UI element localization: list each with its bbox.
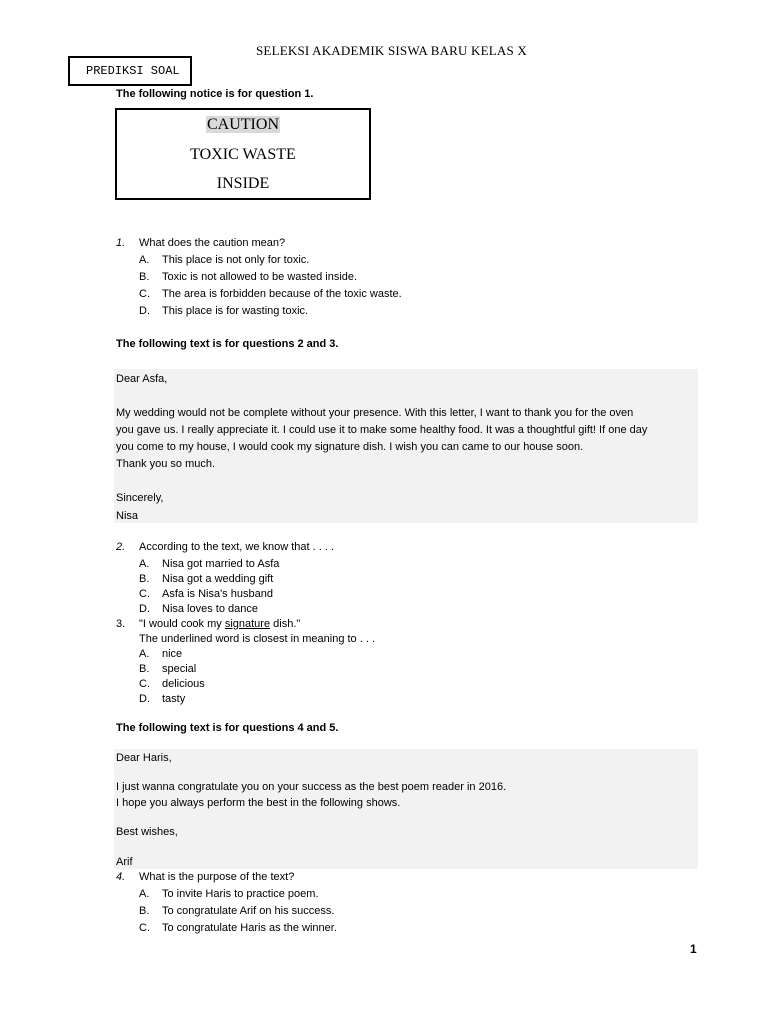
option-text: special — [162, 663, 197, 675]
letter-closing: Best wishes, — [116, 826, 178, 838]
option-letter: D. — [139, 693, 150, 705]
question-text: The underlined word is closest in meaning to . . . — [139, 633, 376, 645]
letter-body-line: Thank you so much. — [116, 458, 216, 470]
letter1-intro: The following text is for questions 2 and 3. — [116, 338, 339, 350]
question-number: 2. — [116, 541, 126, 553]
quote-suffix: dish." — [270, 618, 301, 630]
option-text: To congratulate Haris as the winner. — [162, 922, 337, 934]
letter-greeting: Dear Haris, — [116, 752, 172, 764]
notice-line-inside: INSIDE — [216, 175, 270, 192]
option-letter: D. — [139, 305, 150, 317]
notice-line-toxic-waste: TOXIC WASTE — [190, 146, 296, 163]
option-text: Toxic is not allowed to be wasted inside. — [162, 271, 358, 283]
option-letter: C. — [139, 678, 150, 690]
notice-line-caution: CAUTION — [207, 116, 279, 133]
option-letter: D. — [139, 603, 150, 615]
quote-prefix: "I would cook my — [139, 618, 225, 630]
option-text: Nisa got a wedding gift — [162, 573, 274, 585]
option-letter: A. — [139, 648, 150, 660]
option-text: The area is forbidden because of the toxic waste. — [162, 288, 402, 300]
option-text: Nisa got married to Asfa — [162, 558, 280, 570]
letter-sender: Nisa — [116, 510, 139, 522]
option-text: This place is for wasting toxic. — [162, 305, 309, 317]
option-text: Nisa loves to dance — [162, 603, 258, 615]
question-number: 4. — [116, 871, 126, 883]
option-letter: A. — [139, 254, 150, 266]
letter2-intro: The following text is for questions 4 and 5. — [116, 722, 339, 734]
prediction-badge: PREDIKSI SOAL — [68, 56, 192, 86]
underlined-word: signature — [224, 618, 271, 630]
question-number: 1. — [116, 237, 126, 249]
question-text: According to the text, we know that . . . . — [139, 541, 335, 553]
letter-body-line: My wedding would not be complete without your presence. With this letter, I want to thank you for the oven — [116, 407, 634, 419]
option-text: delicious — [162, 678, 205, 690]
letter-body-line: I just wanna congratulate you on your success as the best poem reader in 2016. — [116, 781, 507, 793]
letter-body-line: you come to my house, I would cook my signature dish. I wish you can came to our house soon. — [116, 441, 584, 453]
option-text: To congratulate Arif on his success. — [162, 905, 335, 917]
option-text: This place is not only for toxic. — [162, 254, 310, 266]
option-letter: B. — [139, 905, 150, 917]
option-letter: A. — [139, 888, 150, 900]
letter-greeting: Dear Asfa, — [116, 373, 168, 385]
letter-body-line: you gave us. I really appreciate it. I could use it to make some healthy food. It was a thoughtful gift! If one day — [116, 424, 648, 436]
letter-body-line: I hope you always perform the best in the following shows. — [116, 797, 401, 809]
option-letter: C. — [139, 922, 150, 934]
option-letter: B. — [139, 573, 150, 585]
notice-intro: The following notice is for question 1. — [116, 88, 314, 100]
option-text: Asfa is Nisa's husband — [162, 588, 273, 600]
option-letter: A. — [139, 558, 150, 570]
option-text: To invite Haris to practice poem. — [162, 888, 319, 900]
option-letter: C. — [139, 288, 150, 300]
option-letter: B. — [139, 271, 150, 283]
option-letter: B. — [139, 663, 150, 675]
question-quote — [139, 618, 300, 630]
option-text: tasty — [162, 693, 186, 705]
option-text: nice — [162, 648, 183, 660]
option-letter: C. — [139, 588, 150, 600]
question-number: 3. — [116, 618, 126, 630]
letter-closing: Sincerely, — [116, 492, 164, 504]
caution-notice-box — [115, 108, 371, 200]
question-text: What does the caution mean? — [139, 237, 286, 249]
page-number: 1 — [690, 942, 697, 956]
question-text: What is the purpose of the text? — [139, 871, 295, 883]
document-title: SELEKSI AKADEMIK SISWA BARU KELAS X — [256, 43, 527, 58]
letter-sender: Arif — [116, 856, 133, 868]
